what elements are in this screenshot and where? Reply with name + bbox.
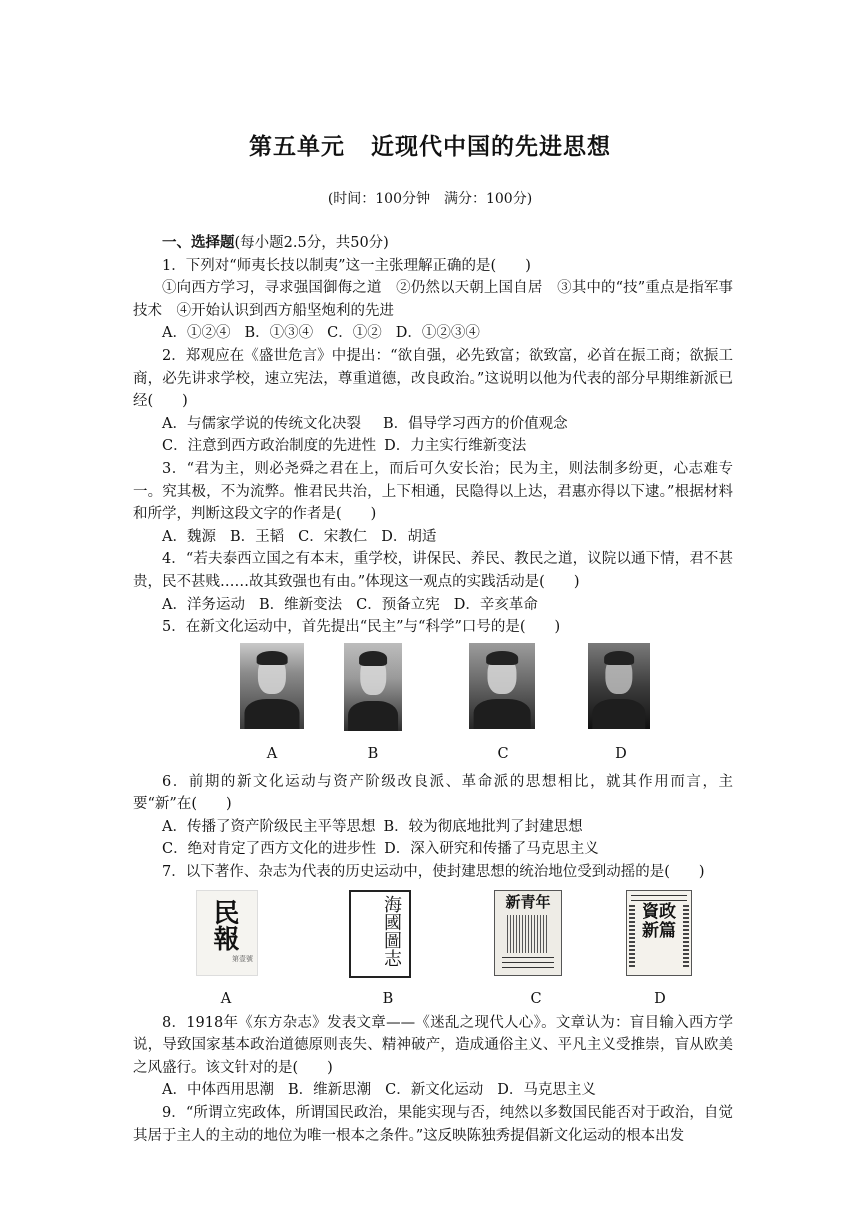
page-title — [0, 128, 860, 161]
cover-b-title: 海國圖志 — [381, 894, 402, 967]
cover-c[interactable] — [494, 890, 562, 976]
question-5-portraits — [133, 643, 733, 771]
label-d: D — [615, 745, 627, 762]
option-c[interactable]: C．①② — [327, 325, 382, 342]
question-8-options — [133, 1079, 733, 1102]
label-d: D — [654, 990, 666, 1007]
option-b[interactable]: B．①③④ — [244, 325, 314, 342]
unit-label: 第五单元 — [249, 134, 345, 160]
option-b[interactable]: B．维新思潮 — [287, 1082, 372, 1099]
portrait-c[interactable] — [469, 643, 535, 729]
option-d[interactable]: D．深入研究和传播了马克思主义 — [384, 841, 599, 858]
option-d[interactable]: D．胡适 — [381, 528, 437, 545]
question-4-stem: 4．“若夫泰西立国之有本末，重学校，讲保民、养民、教民之道，议院以通下情，君不甚贵，民不甚贱……故其致强也有由。”体现这一观点的实践活动是( ) — [133, 551, 733, 590]
label-c: C — [530, 990, 542, 1007]
question-1-stem: 1．下列对“师夷长技以制夷”这一主张理解正确的是( ) — [162, 257, 531, 274]
cover-a[interactable] — [196, 890, 258, 976]
label-b: B — [367, 745, 379, 762]
question-4-options — [133, 594, 733, 617]
label-a: A — [220, 990, 232, 1007]
question-list — [133, 232, 733, 1147]
portrait-d[interactable] — [588, 643, 650, 729]
question-3-stem: 3．“君为主，则必尧舜之君在上，而后可久安长治；民为主，则法制多纷更，心志难专一。究其极，不为流弊。惟君民共治，上下相通，民隐得以上达，君惠亦得以下逮。”根据材料和所学，判断这段文字的作者是( ) — [133, 460, 733, 523]
option-d[interactable]: D．力主实行维新变法 — [384, 438, 527, 455]
portrait-b[interactable] — [344, 643, 402, 731]
label-b: B — [382, 990, 394, 1007]
cover-b[interactable] — [349, 890, 411, 978]
option-d[interactable]: D．马克思主义 — [497, 1082, 596, 1099]
option-b[interactable]: B．王韬 — [229, 528, 285, 545]
option-c[interactable]: C．预备立宪 — [356, 596, 440, 613]
question-3-options — [133, 526, 733, 549]
question-7-covers — [133, 890, 733, 1012]
option-d[interactable]: D．辛亥革命 — [453, 596, 538, 613]
question-8-stem: 8．1918年《东方杂志》发表文章——《迷乱之现代人心》。文章认为：盲目输入西方学说，导致国家基本政治道德原则丧失、精神破产，造成通俗主义、平凡主义受推崇，盲从欧美之风盛行。该文针对的是( ) — [133, 1014, 733, 1076]
question-2-stem: 2．郑观应在《盛世危言》中提出：“欲自强，必先致富；欲致富，必首在振工商；欲振工商，必先讲求学校，速立宪法，尊重道德，改良政治。”这说明以他为代表的部分早期维新派已经( ) — [133, 347, 733, 410]
section-title: 一、选择题 — [162, 235, 235, 251]
option-c[interactable]: C．新文化运动 — [385, 1082, 484, 1099]
option-b[interactable]: B．较为彻底地批判了封建思想 — [383, 818, 583, 835]
cover-a-subtitle: 第壹號 — [232, 955, 253, 964]
option-a[interactable]: A．魏源 — [162, 528, 216, 545]
label-c: C — [497, 745, 509, 762]
option-a[interactable]: A．传播了资产阶级民主平等思想 — [162, 818, 376, 835]
question-6-options-row2 — [133, 838, 733, 861]
section-heading — [133, 232, 733, 255]
option-b[interactable]: B．维新变法 — [258, 596, 343, 613]
cover-a-title: 民報 — [209, 898, 239, 951]
question-6-options-row1 — [133, 816, 733, 839]
question-1-options — [133, 322, 733, 345]
option-b[interactable]: B．倡导学习西方的价值观念 — [382, 415, 568, 432]
option-d[interactable]: D．①②③④ — [395, 325, 480, 342]
question-1-items: ①向西方学习，寻求强国御侮之道 ②仍然以天朝上国自居 ③其中的“技”重点是指军事技术 ④开始认识到西方船坚炮利的先进 — [133, 280, 733, 319]
option-c[interactable]: C．注意到西方政治制度的先进性 — [162, 438, 377, 455]
portrait-a[interactable] — [240, 643, 304, 729]
option-c[interactable]: C．绝对肯定了西方文化的进步性 — [162, 841, 377, 858]
option-c[interactable]: C．宋教仁 — [298, 528, 368, 545]
question-9-stem: 9．“所谓立宪政体，所谓国民政治，果能实现与否，纯然以多数国民能否对于政治，自觉其居于主人的主动的地位为唯一根本之条件。”这反映陈独秀提倡新文化运动的根本出发 — [133, 1105, 733, 1144]
question-2-options-row1 — [133, 413, 733, 436]
section-note: (每小题2.5分，共50分) — [234, 235, 389, 251]
cover-d[interactable] — [626, 890, 692, 976]
cover-d-title: 資政新篇 — [642, 901, 676, 941]
option-a[interactable]: A．中体西用思潮 — [162, 1082, 274, 1099]
exam-meta: (时间：100分钟 满分：100分) — [327, 191, 533, 207]
question-2-options-row2 — [133, 435, 733, 458]
question-6-stem: 6．前期的新文化运动与资产阶级改良派、革命派的思想相比，就其作用而言，主要“新”在( ) — [133, 773, 733, 813]
question-5-stem: 5．在新文化运动中，首先提出“民主”与“科学”口号的是( ) — [162, 619, 561, 636]
question-7-stem: 7．以下著作、杂志为代表的历史运动中，使封建思想的统治地位受到动摇的是( ) — [162, 864, 705, 881]
option-a[interactable]: A．①②④ — [162, 325, 231, 342]
option-a[interactable]: A．洋务运动 — [162, 596, 245, 613]
label-a: A — [266, 745, 278, 762]
unit-topic: 近现代中国的先进思想 — [371, 134, 611, 160]
cover-c-title: 新青年 — [505, 892, 551, 911]
option-a[interactable]: A．与儒家学说的传统文化决裂 — [162, 415, 361, 432]
